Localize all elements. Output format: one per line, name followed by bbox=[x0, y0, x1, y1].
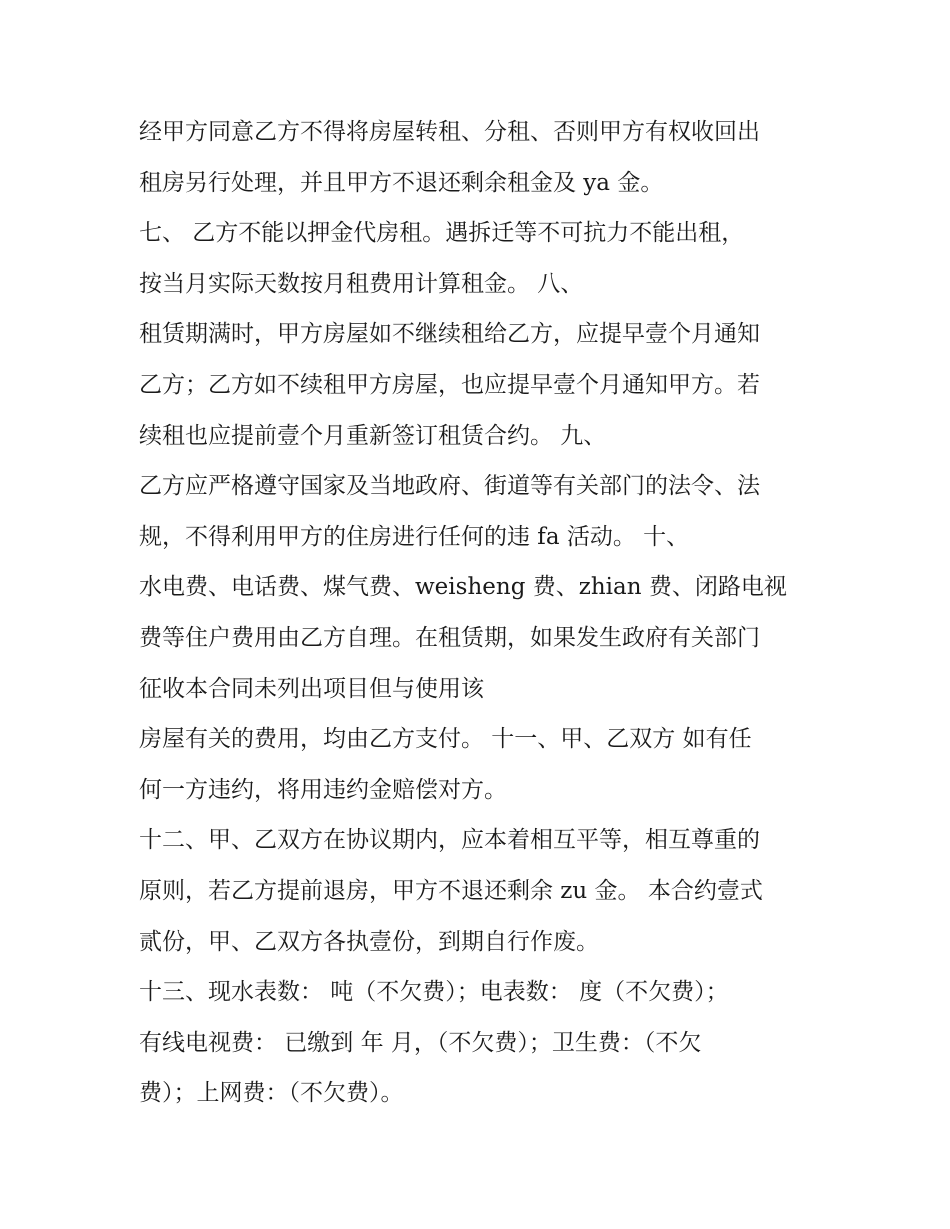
text-line: 续租也应提前壹个月重新签订租赁合约。 九、 bbox=[139, 422, 607, 449]
text-line: 费）；上网费：（不欠费）。 bbox=[139, 1080, 404, 1107]
text-line: 原则，若乙方提前退房，甲方不退还剩余 zu 金。 本合约壹式 bbox=[139, 877, 763, 904]
text-line: 征收本合同未列出项目但与使用该 bbox=[139, 675, 484, 702]
text-line: 水电费、电话费、煤气费、weisheng 费、zhian 费、闭路电视 bbox=[139, 574, 787, 601]
text-line: 何一方违约，将用违约金赔偿对方。 bbox=[139, 776, 507, 803]
contract-text-body bbox=[139, 107, 829, 1119]
text-line: 经甲方同意乙方不得将房屋转租、分租、否则甲方有权收回出 bbox=[139, 119, 760, 145]
text-line: 租赁期满时，甲方房屋如不继续租给乙方，应提早壹个月通知 bbox=[139, 321, 760, 348]
text-line: 贰份，甲、乙双方各执壹份，到期自行作废。 bbox=[139, 928, 599, 955]
text-line: 十三、现水表数： 吨（不欠费）；电表数： 度（不欠费）； bbox=[139, 979, 729, 1006]
text-line: 十二、甲、乙双方在协议期内，应本着相互平等，相互尊重的 bbox=[139, 827, 760, 854]
text-line: 费等住户费用由乙方自理。在租赁期，如果发生政府有关部门 bbox=[139, 624, 760, 651]
text-line: 房屋有关的费用，均由乙方支付。 十一、甲、乙双方 如有任 bbox=[139, 726, 752, 753]
text-line: 乙方；乙方如不续租甲方房屋，也应提早壹个月通知甲方。若 bbox=[139, 371, 760, 398]
text-line: 按当月实际天数按月租费用计算租金。 八、 bbox=[139, 270, 584, 297]
text-line: 七、 乙方不能以押金代房租。遇拆迁等不可抗力不能出租， bbox=[139, 220, 745, 247]
text-line: 乙方应严格遵守国家及当地政府、街道等有关部门的法令、法 bbox=[139, 473, 760, 500]
text-line: 租房另行处理，并且甲方不退还剩余租金及 ya 金。 bbox=[139, 169, 664, 196]
text-line: 规，不得利用甲方的住房进行任何的违 fa 活动。 十、 bbox=[139, 523, 690, 550]
text-line: 有线电视费： 已缴到 年 月，（不欠费）；卫生费：（不欠 bbox=[139, 1029, 702, 1056]
